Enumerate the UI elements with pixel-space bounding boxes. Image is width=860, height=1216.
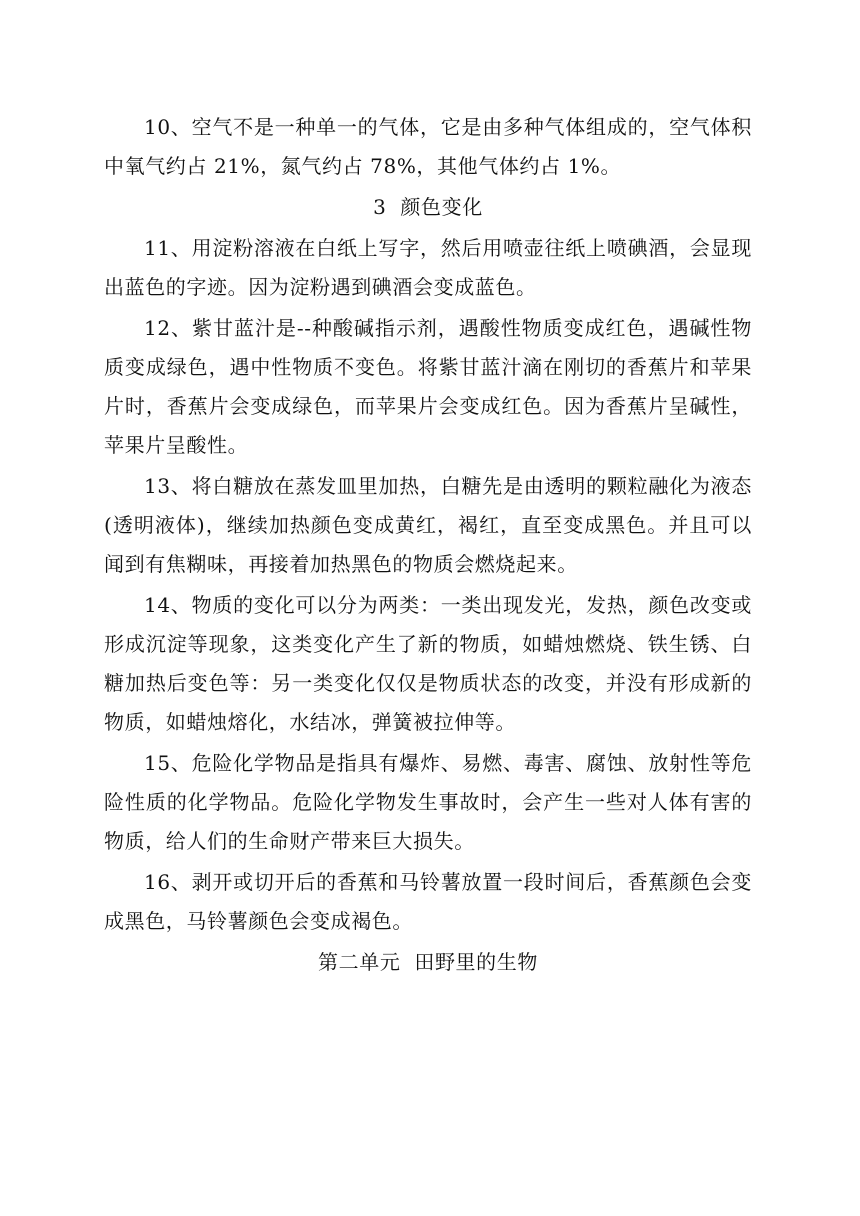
paragraph-12: 12、紫甘蓝汁是--种酸碱指示剂，遇酸性物质变成红色，遇碱性物质变成绿色，遇中性物质不变色。将紫甘蓝汁滴在刚切的香蕉片和苹果片时，香蕉片会变成绿色，而苹果片会变成红色。因为香蕉片呈碱性，苹果片呈酸性。 <box>104 316 752 457</box>
paragraph-10: 10、空气不是一种单一的气体，它是由多种气体组成的，空气体积中氧气约占 21%，氮气约占 78%，其他气体约占 1%。 <box>104 115 752 178</box>
paragraph-16: 16、剥开或切开后的香蕉和马铃薯放置一段时间后，香蕉颜色会变成黑色，马铃薯颜色会变成褐色。 <box>104 870 752 933</box>
section-heading-color-change: 3 颜色变化 <box>373 195 483 219</box>
paragraph-15: 15、危险化学物品是指具有爆炸、易燃、毒害、腐蚀、放射性等危险性质的化学物品。危险化学物发生事故时，会产生一些对人体有害的物质，给人们的生命财产带来巨大损失。 <box>104 751 752 853</box>
paragraph-13: 13、将白糖放在蒸发皿里加热，白糖先是由透明的颗粒融化为液态(透明液体)，继续加热颜色变成黄红，褐红，直至变成黑色。并且可以闻到有焦糊味，再接着加热黑色的物质会燃烧起来。 <box>104 474 752 576</box>
paragraph-11: 11、用淀粉溶液在白纸上写字，然后用喷壶往纸上喷碘酒，会显现出蓝色的字迹。因为淀粉遇到碘酒会变成蓝色。 <box>104 236 752 299</box>
document-page <box>104 108 752 984</box>
paragraph-14: 14、物质的变化可以分为两类：一类出现发光，发热，颜色改变或形成沉淀等现象，这类变化产生了新的物质，如蜡烛燃烧、铁生锈、白糖加热后变色等：另一类变化仅仅是物质状态的改变，并没有形成新的物质，如蜡烛熔化，水结冰，弹簧被拉伸等。 <box>104 593 752 734</box>
unit-heading: 第二单元 田野里的生物 <box>318 950 538 974</box>
